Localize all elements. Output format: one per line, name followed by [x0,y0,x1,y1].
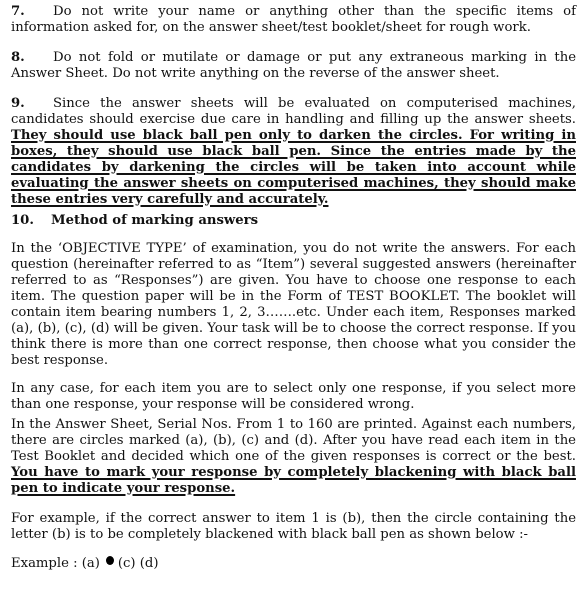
paragraph-text-emphasis: You have to mark your response by completely blackening with black ball pen to indicate your response. [11,465,576,496]
section-heading: Method of marking answers [51,213,259,228]
marking-paragraph-one-response: In any case, for each item you are to select only one response, if you select more than one response, your response will be considered wrong. [11,381,576,412]
marking-paragraph-answer-sheet [11,417,576,497]
example-label: Example : (a) [11,556,100,571]
instruction-item-10-heading [11,213,576,229]
marking-paragraph-objective: In the ‘OBJECTIVE TYPE’ of examination, you do not write the answers. For each question (hereinafter referred to as “Item”) several suggested answers (hereinafter referred to as “Responses”) are given. You have to choose one response to each item. The question paper will be in the Form of TEST BOOKLET. The booklet will contain item bearing numbers 1, 2, 3…….etc. Under each item, Responses marked (a), (b), (c), (d) will be given. Your task will be to choose the correct response. If you think there is more than one correct response, then choose what you consider the best response. [11,241,576,368]
item-number: 10. [11,213,34,228]
instruction-item-8 [11,50,576,82]
item-text-emphasis: They should use black ball pen only to darken the circles. For writing in boxes, they should use black ball pen. Since the entries made by the candidates by darkening the circles will be taken into account while evaluating the answer sheets on computerised machines, they should make these entries very carefully and accurately. [11,128,576,207]
item-text: Since the answer sheets will be evaluated on computerised machines, candidates should exercise due care in handling and filling up the answer sheets. [11,96,576,127]
item-text: Do not fold or mutilate or damage or put any extraneous marking in the Answer Sheet. Do not write anything on the reverse of the answer sheet. [11,50,576,81]
filled-circle-icon [106,556,114,565]
marking-example [11,556,576,572]
item-number: 9. [11,96,25,111]
instruction-item-7 [11,4,576,36]
instruction-item-9 [11,96,576,208]
example-remaining-options: (c) (d) [117,556,159,571]
item-number: 7. [11,4,25,19]
paragraph-text: In the Answer Sheet, Serial Nos. From 1 to 160 are printed. Against each numbers, there are circles marked (a), (b), (c) and (d). After you have read each item in the Test Booklet and decided which one of the given responses is correct or the best. [11,417,576,464]
marking-paragraph-example-intro: For example, if the correct answer to item 1 is (b), then the circle containing the letter (b) is to be completely blackened with black ball pen as shown below :- [11,511,576,542]
item-text: Do not write your name or anything other than the specific items of information asked for, on the answer sheet/test booklet/sheet for rough work. [11,4,576,35]
item-number: 8. [11,50,25,65]
